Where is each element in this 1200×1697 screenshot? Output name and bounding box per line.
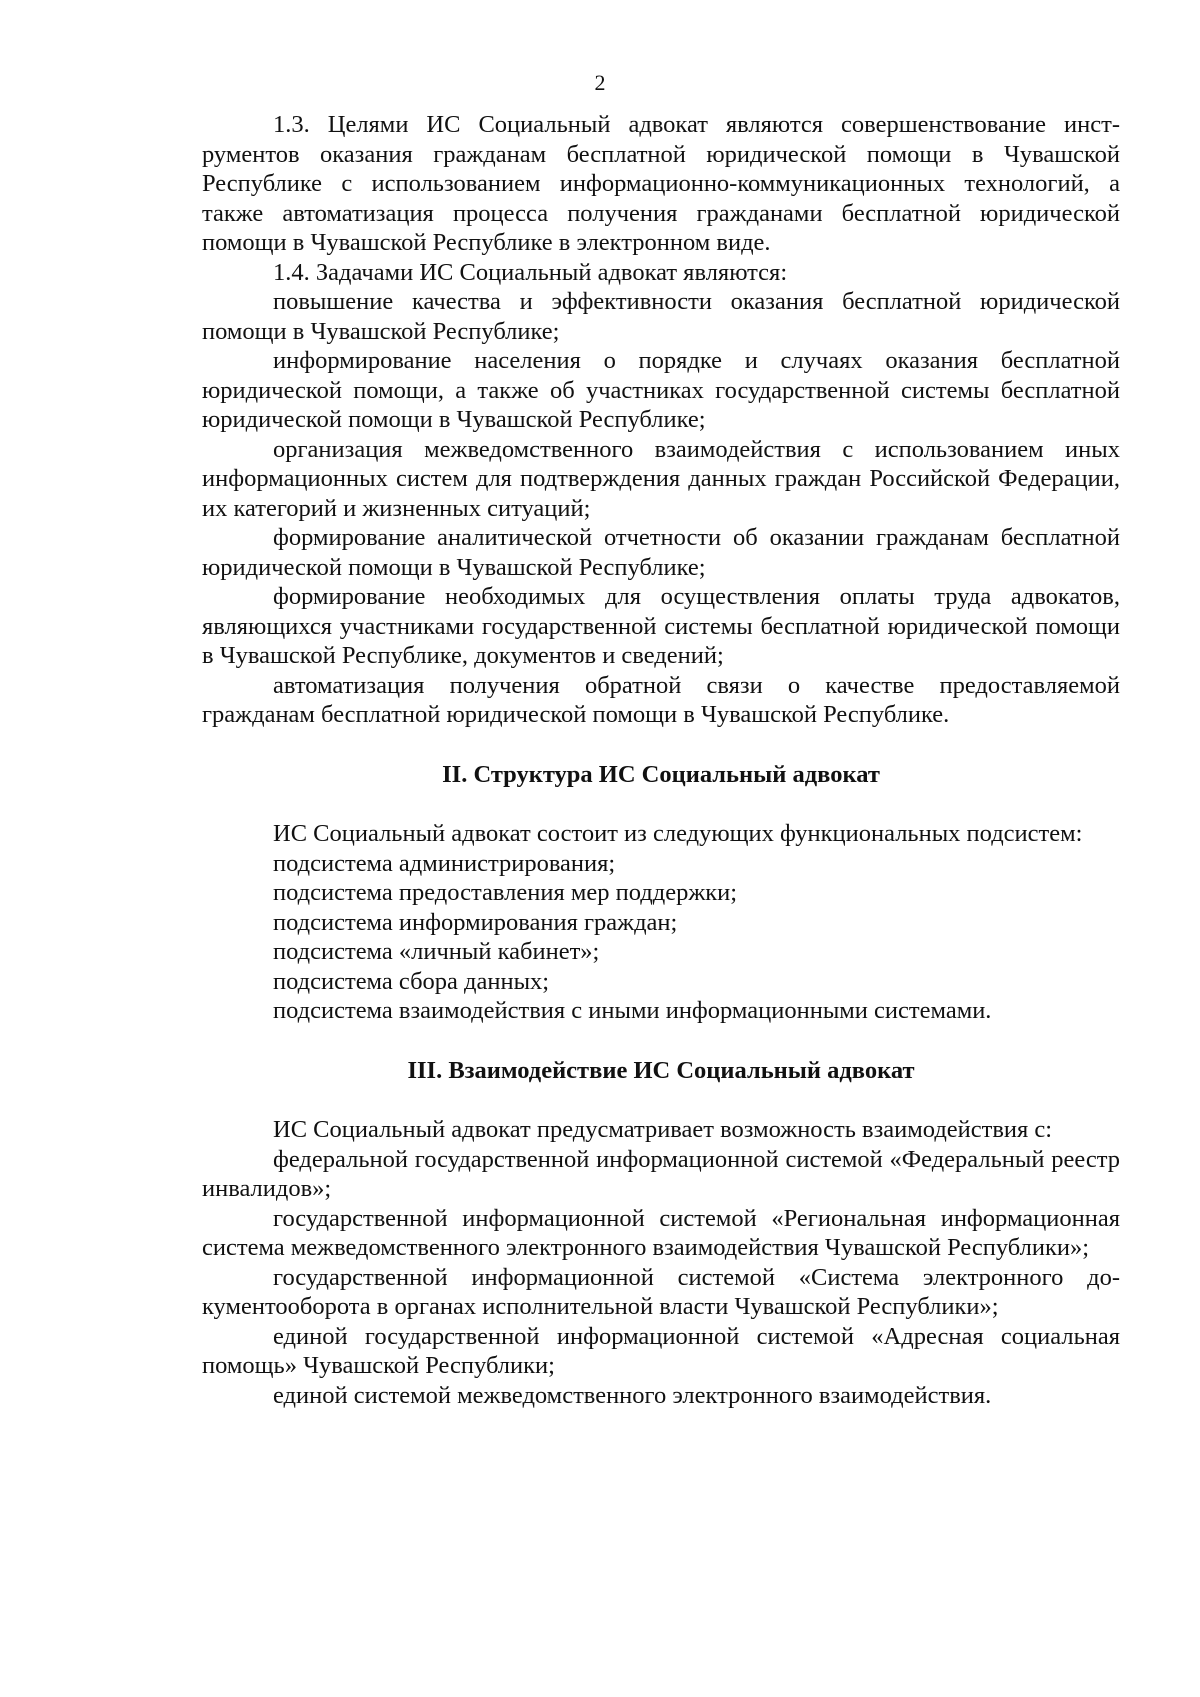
interaction-item: государственной информационной системой «Региональная информационная система межведомственного электронного взаимодействия Чувашской Республики»; bbox=[202, 1204, 1120, 1261]
paragraph-1-4: 1.4. Задачами ИС Социальный адвокат являются: bbox=[273, 258, 788, 286]
interaction-item: федеральной государственной информационной системой «Федеральный реестр инвалидов»; bbox=[202, 1145, 1120, 1202]
task-item: организация межведомственного взаимодействия с использованием иных информационных систем для подтверждения данных граждан Российской Федерации, их категорий и жизненных ситуаций; bbox=[202, 435, 1120, 522]
subsystem-item: подсистема «личный кабинет»; bbox=[273, 938, 600, 965]
task-item: информирование населения о порядке и случаях оказания бесплатной юридической помощи, а также об участниках государственной системы бесплатной юридической помощи в Чувашской Республике; bbox=[202, 347, 1120, 433]
subsystem-item: подсистема предоставления мер поддержки; bbox=[273, 879, 738, 906]
interaction-item: единой системой межведомственного электронного взаимодействия. bbox=[273, 1381, 992, 1409]
task-item: формирование необходимых для осуществления оплаты труда адвокатов, являющихся участниками государственной системы бесплатной юридической помощи в Чувашской Республике, документов и сведений; bbox=[202, 583, 1120, 669]
page-number: 2 bbox=[594, 70, 606, 95]
task-item: формирование аналитической отчетности об оказании гражданам бесплатной юридической помощи в Чувашской Республике; bbox=[202, 524, 1120, 581]
subsystem-item: подсистема сбора данных; bbox=[273, 967, 550, 995]
section-2-heading: II. Структура ИС Социальный адвокат bbox=[442, 760, 880, 788]
document-body bbox=[202, 110, 1120, 1410]
task-item: автоматизация получения обратной связи о качестве предоставляемой гражданам бесплатной юридической помощи в Чувашской Республике. bbox=[202, 671, 1120, 728]
interaction-item: государственной информационной системой «Система электронного документооборота в органах исполнительной власти Чувашской Республики»; bbox=[202, 1263, 1120, 1320]
subsystem-item: подсистема информирования граждан; bbox=[273, 908, 678, 936]
subsystem-item: подсистема взаимодействия с иными информационными системами. bbox=[273, 997, 992, 1024]
subsystem-item: подсистема администрирования; bbox=[273, 849, 616, 877]
section-2-intro: ИС Социальный адвокат состоит из следующих функциональных подсистем: bbox=[273, 820, 1083, 847]
interaction-item: единой государственной информационной системой «Адресная социальная помощь» Чувашской Республики; bbox=[202, 1322, 1120, 1379]
section-3-intro: ИС Социальный адвокат предусматривает возможность взаимодействия с: bbox=[273, 1116, 1053, 1143]
paragraph-1-3: 1.3. Целями ИС Социальный адвокат являются совершенствование инструментов оказания гражданам бесплатной юридической помощи в Чувашской Республике с использованием информационно-коммуникационных технологий, а также автоматизация процесса получения гражданами бесплатной юридической помощи в Чувашской Республике в электронном виде. bbox=[202, 111, 1120, 256]
task-item: повышение качества и эффективности оказания бесплатной юридической помощи в Чувашской Республике; bbox=[202, 288, 1120, 345]
section-3-heading: III. Взаимодействие ИС Социальный адвокат bbox=[407, 1056, 915, 1084]
